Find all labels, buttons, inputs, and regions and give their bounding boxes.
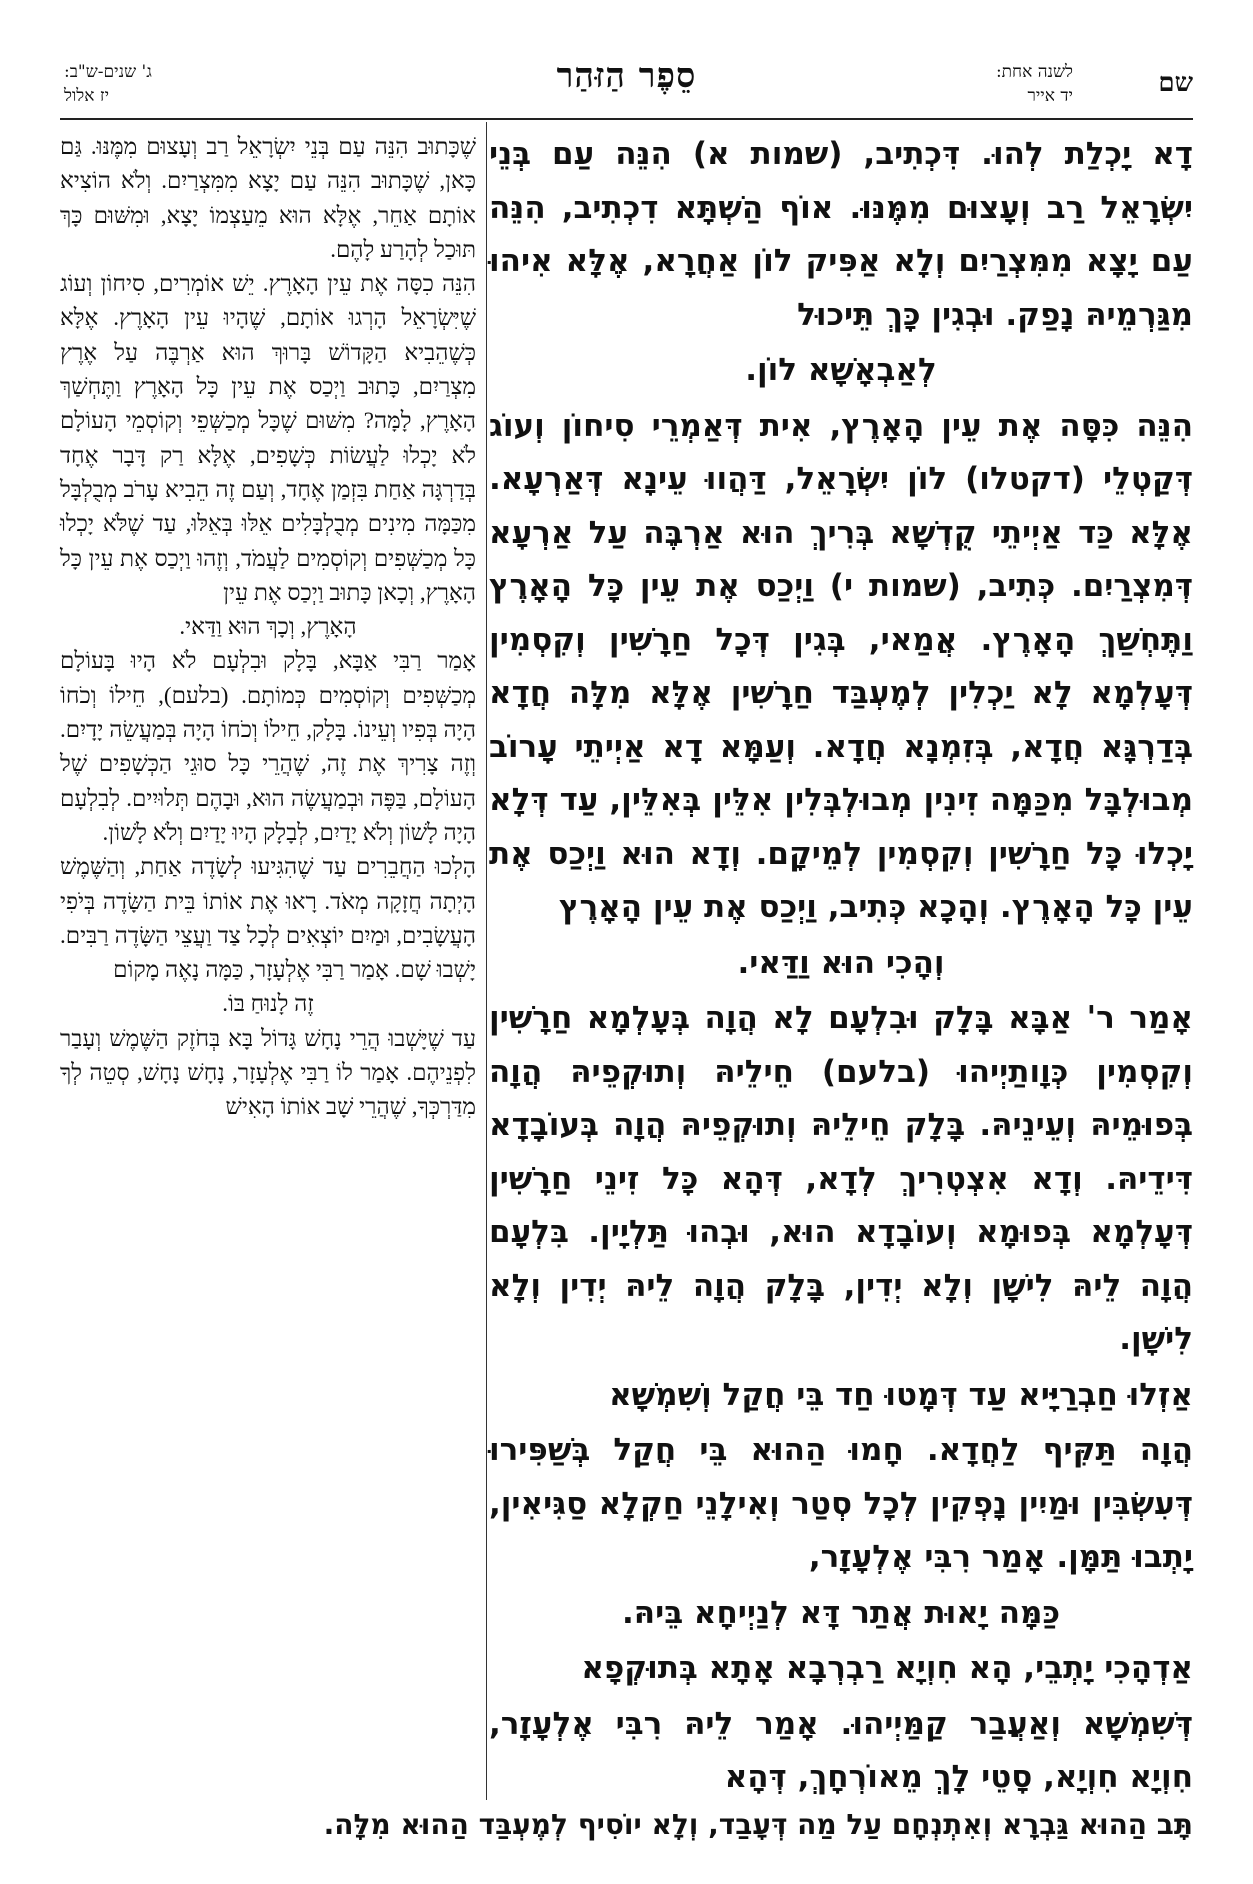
side-paragraph: אָמַר רַבִּי אַבָּא, בָּלָק וּבִלְעָם לֹא הָיוּ בָּעוֹלָם מְכַשְּׁפִים וְקוֹסְמִים כְּמוֹתָם. (בלעם), חֵילוֹ וְכֹחוֹ הָיָה בְּפִיו וְעֵינוֹ. בָּלָק, חֵילוֹ וְכֹחוֹ הָיָה בְּמַעֲשֵׂה יָדָיִם. וְזֶה צָרִיךְ אֶת זֶה, שֶׁהֲרֵי כָּל סוּגֵי הַכְּשָׁפִים שֶׁל הָעוֹלָם, בַּפֶּה וּבְמַעֲשֶׂה הוּא, וּבָהֶם תְּלוּיִים. לְבִלְעָם הָיָה לָשׁוֹן וְלֹא יָדַיִם, לְבָלָק הָיוּ יָדַיִם וְלֹא לָשׁוֹן. xyxy=(60,648,476,845)
header-divider xyxy=(60,118,1193,120)
side-paragraph: הִנֵּה כִסָּה אֶת עֵין הָאָרֶץ. יֵשׁ אוֹמְרִים, סִיחוֹן וְעוֹג שֶׁיִּשְׂרָאֵל הָרְגוּ אוֹתָם, שֶׁהָיוּ עֵין הָאָרֶץ. אֶלָּא כְּשֶׁהֵבִיא הַקָּדוֹשׁ בָּרוּךְ הוּא אַרְבֶּה עַל אֶרֶץ מִצְרַיִם, כָּתוּב וַיְכַס אֶת עֵין כָּל הָאָרֶץ וַתֶּחְשַׁךְ הָאָרֶץ, לָמָּה? מִשּׁוּם שֶׁכָּל מְכַשְּׁפֵי וְקוֹסְמֵי הָעוֹלָם לֹא יָכְלוּ לַעֲשׂוֹת כְּשָׁפִים, אֶלָּא רַק דָּבָר אֶחָד בְּדַרְגָּה אַחַת בִּזְמַן אֶחָד, וְעַם זֶה הֵבִיא עָרֹב מְבֻלְבָּל מִכַּמָּה מִינִים מְבֻלְבָּלִים אֵלּוּ בְּאֵלּוּ, עַד שֶׁלֹּא יָכְלוּ כָּל מְכַשְּׁפִים וְקוֹסְמִים לַעֲמֹד, וְזֶהוּ וַיְכַס אֶת עֵין כָּל הָאָרֶץ, וְכָאן כָּתוּב וַיְכַס אֶת עֵין xyxy=(60,271,476,605)
side-paragraph: עַד שֶׁיָּשְׁבוּ הֲרֵי נָחָשׁ גָּדוֹל בָּא בְּחֹזֶק הַשֶּׁמֶשׁ וְעָבַר לִפְנֵיהֶם. אָמַר לוֹ רַבִּי אֶלְעָזָר, נָחָשׁ נָחָשׁ, סְטֵה לְךָ מִדַּרְכְּךָ, שֶׁהֲרֵי שָׁב אוֹתוֹ הָאִישׁ xyxy=(60,1025,476,1120)
main-paragraph: הֲוָה תַּקִּיף לַחֲדָא. חָמוּ הַהוּא בֵּי חֲקַל בְּשַׁפִּירוּ דְּעִשְׂבִּין וּמַיִין נָפְקִין לְכָל סְטַר וְאִילָנֵי חַקְלָא סַגִּיאִין, יָתְבוּ תַּמָּן. אָמַר רִבִּי אֶלְעָזָר, xyxy=(489,1432,1193,1575)
side-paragraph-end: הָאָרֶץ, וְכָךְ הוּא וַדַּאי. xyxy=(179,614,357,640)
main-column-aramaic xyxy=(489,128,1193,1807)
main-paragraph: דָא יָכְלַת לְהוּ. דִּכְתִיב, (שמות א) הִנֵּה עַם בְּנֵי יִשְׂרָאֵל רַב וְעָצוּם מִמֶּנּוּ. אוֹף הַשְׁתָּא דִכְתִיב, הִנֵּה עַם יָצָא מִמִּצְרַיִם וְלָא אַפִּיק לוֹן אַחֲרָא, אֶלָּא אִיהוּ מִגַּרְמֵיהּ נָפַק. וּבְגִין כָּךְ תֵּיכוּל xyxy=(489,136,1193,333)
book-title: סֵפֶר הַזּהַר xyxy=(556,56,697,96)
header-name-label: שם xyxy=(1158,68,1193,98)
side-paragraph: הָלְכוּ הַחֲבֵרִים עַד שֶׁהִגִּיעוּ לְשָׂדֶה אַחַת, וְהַשֶּׁמֶשׁ הָיְתָה חֲזָקָה מְאֹד. רָאוּ אֶת אוֹתוֹ בֵּית הַשָּׂדֶה בְּיֹפִי הָעֲשָׂבִים, וּמַיִם יוֹצְאִים לְכָל צַד וַעֲצֵי הַשָּׂדֶה רַבִּים. יָשְׁבוּ שָׁם. אָמַר רַבִּי אֶלְעָזָר, כַּמָּה נָאֶה מָקוֹם xyxy=(60,854,476,983)
side-paragraph-end: זֶה לָנוּחַ בּוֹ. xyxy=(222,991,314,1017)
main-paragraph: הִנֵּה כִּסָּה אֶת עֵין הָאָרֶץ, אִית דְּאַמְרֵי סִיחוֹן וְעוֹג דְּקַטְלֵי (דקטלו) לוֹן יִשְׂרָאֵל, דַּהֲווּ עֵינָא דְּאַרְעָא. אֶלָּא כַּד אַיְיתֵי קֻדְשָׁא בְּרִיךְ הוּא אַרְבֶּה עַל אַרְעָא דְּמִצְרַיִם. כְּתִיב, (שמות י) וַיְכַס אֶת עֵין כָּל הָאָרֶץ וַתֶּחְשַׁךְ הָאָרֶץ. אֲמַאי, בְּגִין דְּכָל חַרָשִׁין וְקִסְמִין דְּעָלְמָא לָא יַכְלִין לְמֶעְבַּד חַרָשִׁין אֶלָּא מִלָּה חֲדָא בְּדַרְגָּא חֲדָא, בְּזִמְנָא חֲדָא. וְעַמָּא דָא אַיְיתֵי עָרוֹב מְבוּלְבָּל מִכַּמָּה זִינִין מְבוּלְבְּלִין אִלֵּין בְּאִלֵּין, עַד דְּלָא יָכְלוּ כָּל חַרָשִׁין וְקִסְמִין לְמֵיקָם. וְדָא הוּא וַיְכַס אֶת עֵין כָּל הָאָרֶץ. וְהָכָא כְּתִיב, וַיְכַס אֶת עֵין הָאָרֶץ xyxy=(489,407,1193,925)
main-paragraph-end: וְהָכִי הוּא וַדַּאי. xyxy=(737,944,945,981)
column-divider xyxy=(486,122,487,1800)
header-one-year-date: יד אייר xyxy=(1027,86,1073,106)
main-paragraph: אַזְלוּ חַבְרַיָּיא עַד דְּמָטוּ חַד בֵּי חֲקַל וְשִׁמְשָׁא xyxy=(609,1376,1193,1413)
main-paragraph: אָמַר ר' אַבָּא בָּלָק וּבִלְעָם לָא הֲוָה בְּעָלְמָא חַרָשִׁין וְקִסְמִין כְּוָותַיְיהוּ (בלעם) חֵילֵיהּ וְתוּקְפֵיהּ הֲוָה בְּפוּמֵיהּ וְעֵינֵיהּ. בָּלָק חֵילֵיהּ וְתוּקְפֵיהּ הֲוָה בְּעוֹבָדָא דִּידֵיהּ. וְדָא אִצְטְרִיךְ לְדָא, דְּהָא כָּל זִינֵי חַרָשִׁין דְּעָלְמָא בְּפוּמָא וְעוֹבָדָא הוּא, וּבְהוּ תַּלְיָין. בִּלְעָם הֲוָה לֵיהּ לִישָׁן וְלָא יְדִין, בָּלָק הֲוָה לֵיהּ יְדִין וְלָא לִישָׁן. xyxy=(489,1000,1193,1357)
header-one-year-label: לשנה אחת: xyxy=(995,62,1073,82)
side-column-hebrew-translation xyxy=(60,130,476,1125)
header-three-year-label: ג' שנים-ש"ב: xyxy=(64,62,152,82)
side-paragraph: שֶׁכָּתוּב הִנֵּה עַם בְּנֵי יִשְׂרָאֵל רַב וְעָצוּם מִמֶּנּוּ. גַּם כָּאן, שֶׁכָּתוּב הִנֵּה עַם יָצָא מִמִּצְרַיִם. וְלֹא הוֹצִיא אוֹתָם אַחֵר, אֶלָּא הוּא מֵעַצְמוֹ יָצָא, וּמִשּׁוּם כָּךְ תּוּכַל לְהָרַע לָהֶם. xyxy=(60,134,476,262)
main-paragraph-end: כַּמָּה יָאוּת אֲתַר דָּא לְנַיְיחָא בֵּיהּ. xyxy=(622,1594,1060,1631)
page-header xyxy=(60,56,1193,116)
header-three-year-schedule xyxy=(64,60,152,108)
bottom-full-width-line: תָּב הַהוּא גַּבְרָא וְאִתְנְחָם עַל מַה דְּעָבַד, וְלָא יוֹסִיף לְמֶעְבַּד הַהוּא מִלָּה. xyxy=(323,1808,1193,1841)
main-paragraph: דְּשִׁמְשָׁא וְאַעֲבַר קַמַּיְיהוּ. אָמַר לֵיהּ רִבִּי אֶלְעָזָר, חִוְיָא חִוְיָא, סָטֵי לָךְ מֵאוֹרְחָךְ, דְּהָא xyxy=(489,1705,1193,1795)
main-paragraph-end: לְאַבְאָשָׁא לוֹן. xyxy=(745,352,937,388)
header-three-year-date: יז אלול xyxy=(64,86,110,106)
main-paragraph: אַדְהָכִי יָתְבֵי, הָא חִוְיָא רַבְרְבָא אָתָא בְּתוּקְפָא xyxy=(581,1650,1193,1686)
